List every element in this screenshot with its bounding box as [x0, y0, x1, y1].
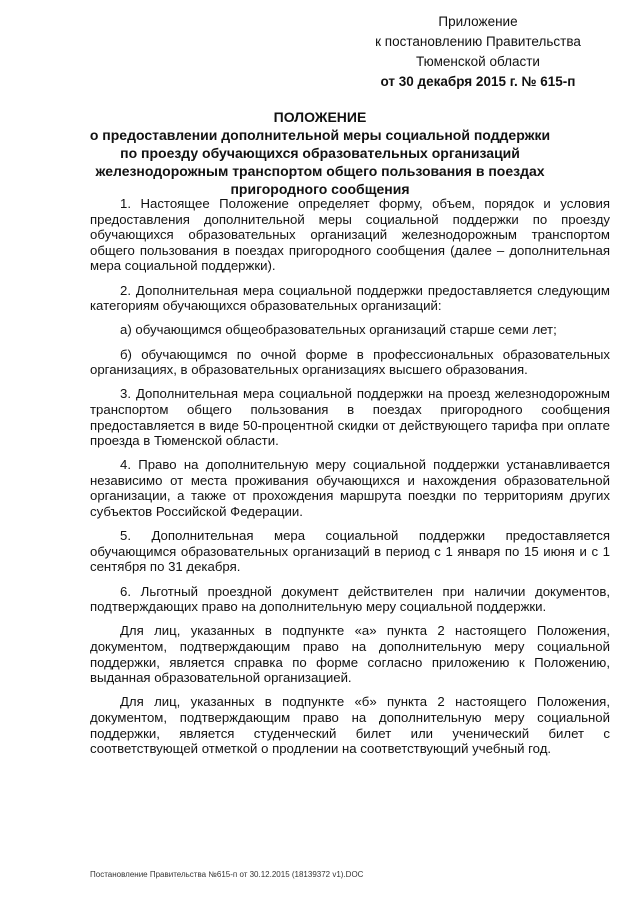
paragraph-4: 4. Право на дополнительную меру социальной поддержки устанавливается независимо от места проживания обучающихся и нахождения образовательной организации, а также от прохождения маршрута поездки по территориям других субъектов Российской Федерации. — [90, 457, 610, 520]
appendix-label: Приложение — [438, 14, 518, 29]
file-footer: Постановление Правительства №615-п от 30.12.2015 (18139372 v1).DOC — [90, 870, 364, 879]
paragraph-6: 6. Льготный проездной документ действителен при наличии документов, подтверждающих право на дополнительную меру социальной поддержки. — [90, 583, 610, 615]
paragraph-2: 2. Дополнительная мера социальной поддержки предоставляется следующим категориям обучающихся образовательных организаций: — [90, 282, 610, 314]
paragraph-6-b: Для лиц, указанных в подпункте «б» пункта 2 настоящего Положения, документом, подтверждающим право на дополнительную меру социальной поддержки, является студенческий билет или ученический билет с соответствующей отметкой о продлении на соответствующий учебный год. — [90, 694, 610, 757]
paragraph-2a: а) обучающимся общеобразовательных организаций старше семи лет; — [120, 322, 557, 338]
paragraph-5: 5. Дополнительная мера социальной поддержки предоставляется обучающимся образовательных организаций в период с 1 января по 15 июня и с 1 сентября по 31 декабря. — [90, 528, 610, 575]
document-title — [80, 108, 560, 198]
paragraph-3: 3. Дополнительная мера социальной поддержки на проезд железнодорожным транспортом общего пользования в поездах пригородного сообщения предоставляется в виде 50-процентной скидки от действующего тарифа при оплате проезда в Тюменской области. — [90, 386, 610, 449]
appendix-region: Тюменской области — [416, 54, 540, 69]
title-subtitle: о предоставлении дополнительной меры социальной поддержки по проезду обучающихся образовательных организаций железнодорожным транспортом общего пользования в поездах пригородного сообщения — [89, 127, 551, 197]
title-heading: ПОЛОЖЕНИЕ — [273, 109, 367, 125]
paragraph-1: 1. Настоящее Положение определяет форму, объем, порядок и условия предоставления дополнительной меры социальной поддержки по проезду обучающихся образовательных организаций железнодорожным транспортом общего пользования в поездах пригородного сообщения (далее – дополнительная мера социальной поддержки). — [90, 196, 610, 274]
paragraph-2b: б) обучающимся по очной форме в профессиональных образовательных организациях, в образовательных организациях высшего образования. — [90, 346, 610, 378]
appendix-resolution-ref: к постановлению Правительства — [375, 34, 581, 49]
document-body — [90, 196, 610, 765]
appendix-date-number: от 30 декабря 2015 г. № 615-п — [380, 74, 576, 89]
paragraph-6-a: Для лиц, указанных в подпункте «а» пункта 2 настоящего Положения, документом, подтверждающим право на дополнительную меру социальной поддержки, является справка по форме согласно приложению к Положению, выданная образовательной организацией. — [90, 623, 610, 686]
appendix-block — [348, 12, 608, 92]
